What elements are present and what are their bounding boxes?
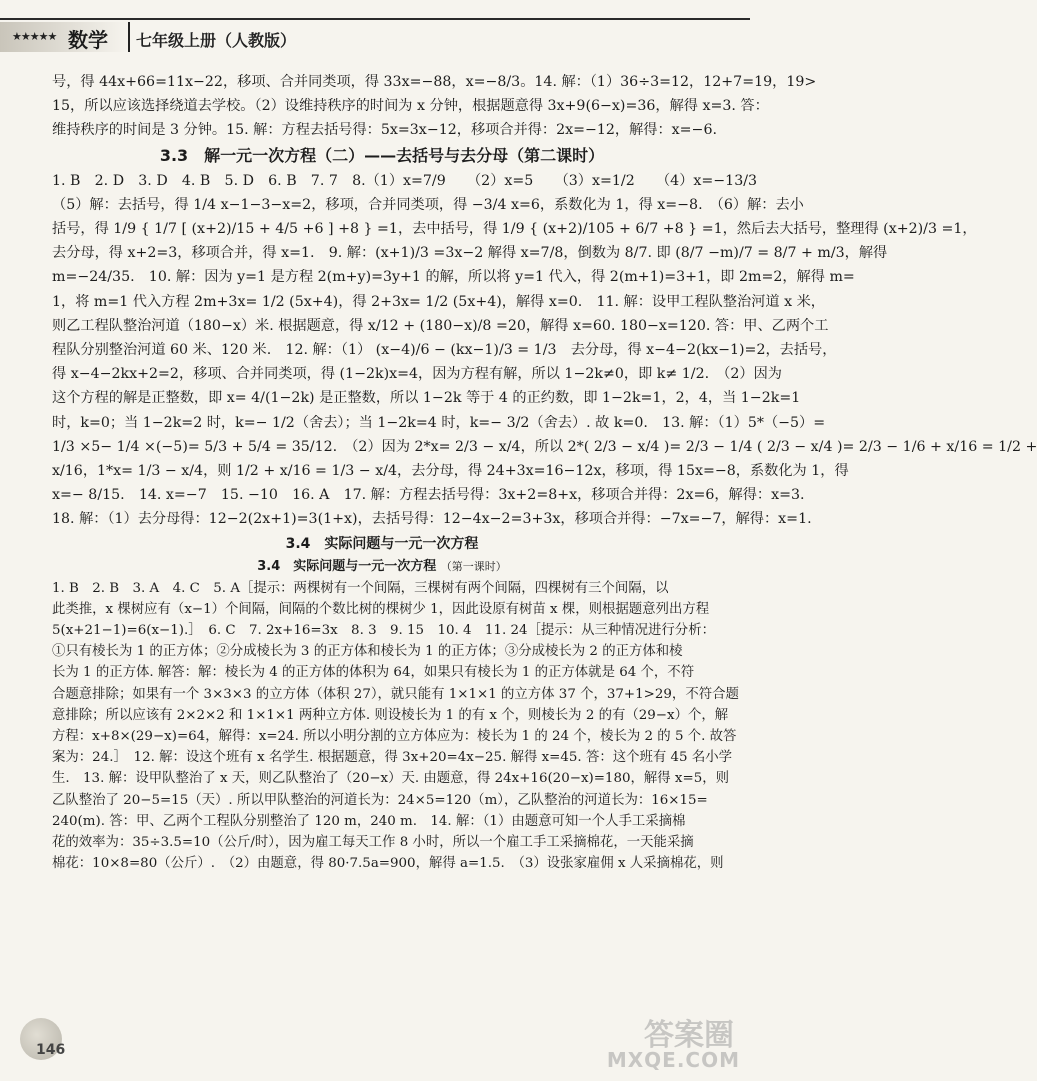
section-3-4-answers xyxy=(52,578,739,875)
answer-line: 号，得 44x+66=11x−22，移项、合并同类项，得 33x=−88，x=−8/3。14. 解：（1）36÷3=12，12+7=19，19> xyxy=(52,74,817,90)
answer-line: 此类推，x 棵树应有（x−1）个间隔，间隔的个数比树的棵树少 1，因此设原有树苗 x 棵，则根据题意列出方程 xyxy=(52,601,710,617)
answer-line: 得 x−4−2kx+2=2，移项、合并同类项，得 (1−2k)x=4，因为方程有解，所以 1−2k≠0，即 k≠ 1/2. （2）因为 xyxy=(52,366,782,383)
answer-line: 维持秩序的时间是 3 分钟。15. 解：方程去括号得：5x=3x−12，移项合并得：2x=−12，解得：x=−6. xyxy=(52,122,717,139)
watermark-url: MXQE.COM xyxy=(606,1048,740,1072)
section-3-4-subheading xyxy=(52,556,712,578)
grade-label: 七年级上册（人教版） xyxy=(136,31,297,50)
watermark xyxy=(606,1010,744,1078)
subject-title: 数学 xyxy=(68,28,108,52)
answer-line: 1，将 m=1 代入方程 2m+3x= 1/2 (5x+4)，得 2+3x= 1/2 (5x+4)，解得 x=0. 11. 解：设甲工程队整治河道 x 米， xyxy=(52,293,825,310)
answer-line: 5(x+21−1)=6(x−1).］ 6. C 7. 2x+16=3x 8. 3 9. 15 10. 4 11. 24［提示：从三种情况进行分析： xyxy=(52,623,715,639)
answer-line: 乙队整治了 20−5=15（天）. 所以甲队整治的河道长为：24×5=120（m），乙队整治的河道长为：16×15= xyxy=(52,792,708,808)
answer-line: 15，所以应该选择绕道去学校。（2）设维持秩序的时间为 x 分钟，根据题意得 3x+9(6−x)=36，解得 x=3. 答： xyxy=(52,98,769,115)
answer-line: 花的效率为：35÷3.5=10（公斤/时），因为雇工每天工作 8 小时，所以一个雇工手工采摘棉花，一天能采摘 xyxy=(52,835,694,851)
answer-line: ①只有棱长为 1 的正方体；②分成棱长为 3 的正方体和棱长为 1 的正方体；③分成棱长为 2 的正方体和棱 xyxy=(52,644,683,660)
answer-line: 240(m). 答：甲、乙两个工程队分别整治了 120 m，240 m. 14. 解：（1）由题意可知一个人手工采摘棉 xyxy=(52,813,686,829)
answer-line: 棉花：10×8=80（公斤）. （2）由题意，得 80·7.5a=900，解得 a=1.5. （3）设张家雇佣 x 人采摘棉花，则 xyxy=(52,856,724,872)
answer-line: x/16，1*x= 1/3 − x/4，则 1/2 + x/16 = 1/3 − x/4，去分母，得 24+3x=16−12x，移项，得 15x=−8，系数化为 1，得 xyxy=(52,463,849,480)
page-header xyxy=(0,0,750,52)
answer-content xyxy=(52,70,1037,875)
answer-line: 括号，得 1/9 { 1/7 [ (x+2)/15 + 4/5 +6 ] +8 } =1，去中括号，得 1/9 { (x+2)/105 + 6/7 +8 } =1，然后去大括号，整理得 (x+2)/3 =1， xyxy=(52,221,977,238)
difficulty-stars-icon: ★★★★★ xyxy=(12,30,57,43)
answer-line: 案为：24.］ 12. 解：设这个班有 x 名学生. 根据题意，得 3x+20=4x−25. 解得 x=45. 答：这个班有 45 名小学 xyxy=(52,750,733,766)
answer-line: 则乙工程队整治河道（180−x）米. 根据题意，得 x/12 + (180−x)/8 =20，解得 x=60. 180−x=120. 答：甲、乙两个工 xyxy=(52,317,829,334)
section-3-4-subtitle: 3.4 实际问题与一元一次方程 xyxy=(257,558,437,574)
lesson-label: （第一课时） xyxy=(440,559,507,573)
page-number: 146 xyxy=(36,1042,66,1058)
answer-line: 这个方程的解是正整数，即 x= 4/(1−2k) 是正整数，所以 1−2k 等于 4 的正约数，即 1−2k=1，2，4，当 1−2k=1 xyxy=(52,390,801,407)
answer-line: x=− 8/15. 14. x=−7 15. −10 16. A 17. 解：方程去括号得：3x+2=8+x，移项合并得：2x=6，解得：x=3. xyxy=(52,487,805,504)
section-3-3-title: 3.3 解一元一次方程（二）——去括号与去分母（第二课时） xyxy=(159,145,605,165)
answer-line: 合题意排除；如果有一个 3×3×3 的立方体（体积 27），就只能有 1×1×1 的立方体 37 个，37+1>29，不符合题 xyxy=(52,686,739,702)
answer-line: m=−24/35. 10. 解：因为 y=1 是方程 2(m+y)=3y+1 的解，所以将 y=1 代入，得 2(m+1)=3+1，即 2m=2，解得 m= xyxy=(52,269,855,286)
answer-line: 生. 13. 解：设甲队整治了 x 天，则乙队整治了（20−x）天. 由题意，得 24x+16(20−x)=180，解得 x=5，则 xyxy=(52,771,729,787)
answer-line: 意排除；所以应该有 2×2×2 和 1×1×1 两种立方体. 则设棱长为 1 的有 x 个，则棱长为 2 的有（29−x）个，解 xyxy=(52,707,729,723)
header-divider xyxy=(128,22,130,52)
continued-answers xyxy=(52,70,817,143)
answer-line: 1/3 ×5− 1/4 ×(−5)= 5/3 + 5/4 = 35/12. （2）因为 2*x= 2/3 − x/4，所以 2*( 2/3 − x/4 )= 2/3 − 1/4 ( 2/3 − x/4 )= 2/3 − 1/6 + x/16 = 1/2 + xyxy=(52,438,1037,455)
answer-line: 去分母，得 x+2=3，移项合并，得 x=1. 9. 解：(x+1)/3 =3x−2 解得 x=7/8，倒数为 8/7. 即 (8/7 −m)/7 = 8/7 + m/3，解得 xyxy=(52,245,888,262)
section-3-3-answers xyxy=(52,169,1037,532)
answer-line: （5）解：去括号，得 1/4 x−1−3−x=2，移项，合并同类项，得 −3/4 x=6，系数化为 1，得 x=−8. （6）解：去小 xyxy=(52,196,804,213)
answer-line: 时，k=0；当 1−2k=2 时，k=− 1/2（舍去）；当 1−2k=4 时，k=− 3/2（舍去）. 故 k=0. 13. 解：（1）5*（−5）= xyxy=(52,414,826,431)
watermark-logo-text: 答案圈 xyxy=(644,1018,734,1053)
answer-line: 方程：x+8×(29−x)=64，解得：x=24. 所以小明分割的立方体应为：棱长为 1 的 24 个，棱长为 2 的 5 个. 故答 xyxy=(52,729,737,745)
answer-line: 程队分别整治河道 60 米、120 米. 12. 解：（1） (x−4)/6 − (kx−1)/3 = 1/3 去分母，得 x−4−2(kx−1)=2，去括号， xyxy=(52,342,837,359)
answer-line: 长为 1 的正方体. 解答：解：棱长为 4 的正方体的体积为 64，如果只有棱长为 1 的正方体就是 64 个，不符 xyxy=(52,665,695,681)
answer-line: 1. B 2. D 3. D 4. B 5. D 6. B 7. 7 8.（1）x=7/9 （2）x=5 （3）x=1/2 （4）x=−13/3 xyxy=(52,172,758,189)
header-rule xyxy=(0,18,750,20)
answer-line: 1. B 2. B 3. A 4. C 5. A［提示：两棵树有一个间隔，三棵树有两个间隔，四棵树有三个间隔，以 xyxy=(52,580,669,596)
answer-line: 18. 解：（1）去分母得：12−2(2x+1)=3(1+x)，去括号得：12−4x−2=3+3x，移项合并得：−7x=−7，解得：x=1. xyxy=(52,511,812,528)
section-3-4-heading: 3.4 实际问题与一元一次方程 xyxy=(285,535,479,552)
